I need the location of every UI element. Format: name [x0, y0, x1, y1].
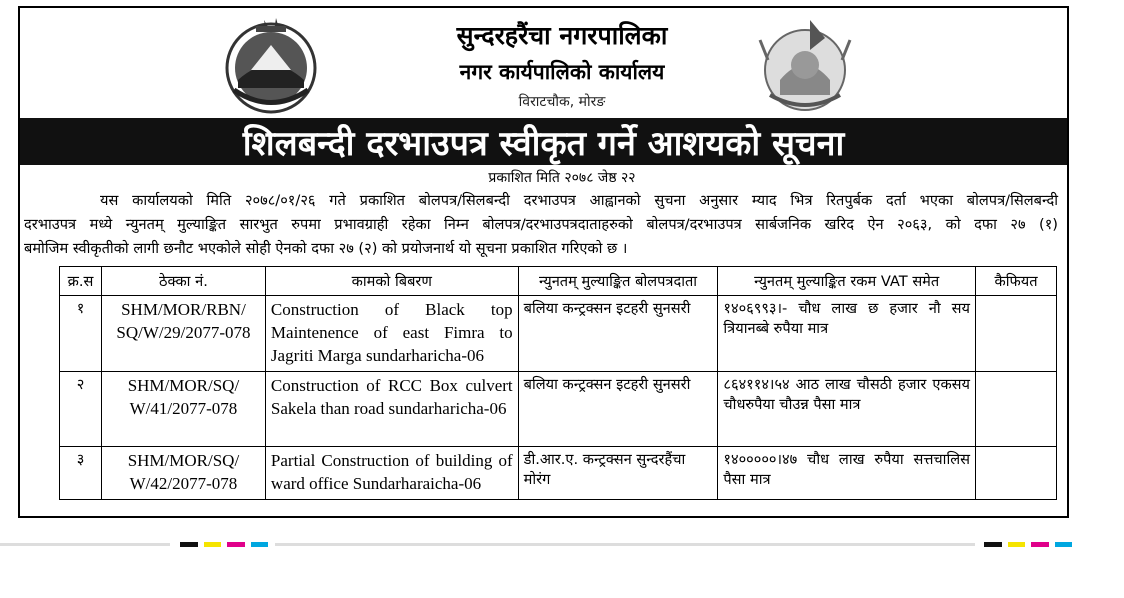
cell-remarks — [976, 447, 1057, 500]
cell-sn: १ — [60, 296, 102, 372]
cell-description: Partial Construction of building of ward office Sundarharaicha-06 — [265, 447, 518, 500]
cell-remarks — [976, 372, 1057, 447]
cell-contract-no: SHM/MOR/RBN/ SQ/W/29/2077-078 — [101, 296, 265, 372]
col-header-description: कामको बिबरण — [265, 267, 518, 296]
cell-description: Construction of RCC Box culvert Sakela than road sundarharicha-06 — [265, 372, 518, 447]
page-rule — [0, 543, 170, 546]
paragraph-line: दरभाउपत्र मध्ये न्युनतम् मुल्याङ्कित सारभुत रुपमा प्रभावग्राही रहेका निम्न बोलपत्र/दरभाउपत्रदाताहरुको बोलपत्र/दरभाउपत्र सार्बजनिक खरिद ऐन २०६३, को दफा २७ (१) — [24, 216, 1058, 233]
print-registration-marks — [984, 542, 1072, 547]
office-name: नगर कार्यपालिकाे कार्यालय — [459, 59, 665, 84]
print-registration-marks — [180, 542, 268, 547]
cell-contract-no: SHM/MOR/SQ/ W/42/2077-078 — [101, 447, 265, 500]
notice-paragraph — [24, 189, 1058, 261]
paragraph-line: यस कार्यालयको मिति २०७८/०१/२६ गते प्रकाशित बोलपत्र/सिलबन्दी दरभाउपत्र आह्वानको सुचना अनुसार म्याद भित्र रितपुर्बक दर्ता भएका बोलपत्र/सिलबन्दी — [100, 192, 1058, 209]
cell-bidder: डी.आर.ए. कन्ट्रक्सन सुन्दरहैंचा मोरंग — [518, 447, 718, 500]
notice-title: शिलबन्दी दरभाउपत्र स्वीकृत गर्ने आशयको सूचना — [242, 123, 845, 164]
col-header-amount: न्युनतम् मुल्याङ्कित रकम VAT समेत — [718, 267, 976, 296]
cell-sn: २ — [60, 372, 102, 447]
page-rule — [275, 543, 975, 546]
table-row — [60, 296, 1057, 372]
cell-contract-no: SHM/MOR/SQ/ W/41/2077-078 — [101, 372, 265, 447]
cell-bidder: बलिया कन्ट्रक्सन इटहरी सुनसरी — [518, 372, 718, 447]
paragraph-line: बमोजिम स्वीकृतीको लागी छनौट भएकोले सोही ऐनको दफा २७ (२) को प्रयोजनार्थ यो सूचना प्रकाशित गरिएको छ । — [24, 240, 628, 257]
table-row — [60, 447, 1057, 500]
cell-sn: ३ — [60, 447, 102, 500]
cell-amount: १४०६९९३।- चौध लाख छ हजार नौ सय त्रियानब्बे रुपैया मात्र — [718, 296, 976, 372]
col-header-contract-no: ठेक्का नं. — [101, 267, 265, 296]
notice-title-banner — [20, 118, 1067, 165]
cell-remarks — [976, 296, 1057, 372]
table-row — [60, 372, 1057, 447]
cell-amount: ८६४११४।५४ आठ लाख चौसठी हजार एकसय चौधरुपैया चौउन्न पैसा मात्र — [718, 372, 976, 447]
org-address: विराटचौक, मोरङ — [518, 94, 606, 110]
cell-amount: १४०००००।४७ चौध लाख रुपैया सत्तचालिस पैसा मात्र — [718, 447, 976, 500]
col-header-remarks: कैफियत — [976, 267, 1057, 296]
tender-table — [59, 266, 1057, 500]
cell-description: Construction of Black top Maintenence of east Fimra to Jagriti Marga sundarharicha-06 — [265, 296, 518, 372]
table-header-row — [60, 267, 1057, 296]
cell-bidder: बलिया कन्ट्रक्सन इटहरी सुनसरी — [518, 296, 718, 372]
col-header-sn: क्र.स — [60, 267, 102, 296]
col-header-bidder: न्युनतम् मुल्याङ्कित बोलपत्रदाता — [518, 267, 718, 296]
publish-date: प्रकाशित मिति २०७८ जेष्ठ २२ — [488, 170, 636, 186]
org-name: सुन्दरहरैंचा नगरपालिका — [456, 21, 668, 50]
